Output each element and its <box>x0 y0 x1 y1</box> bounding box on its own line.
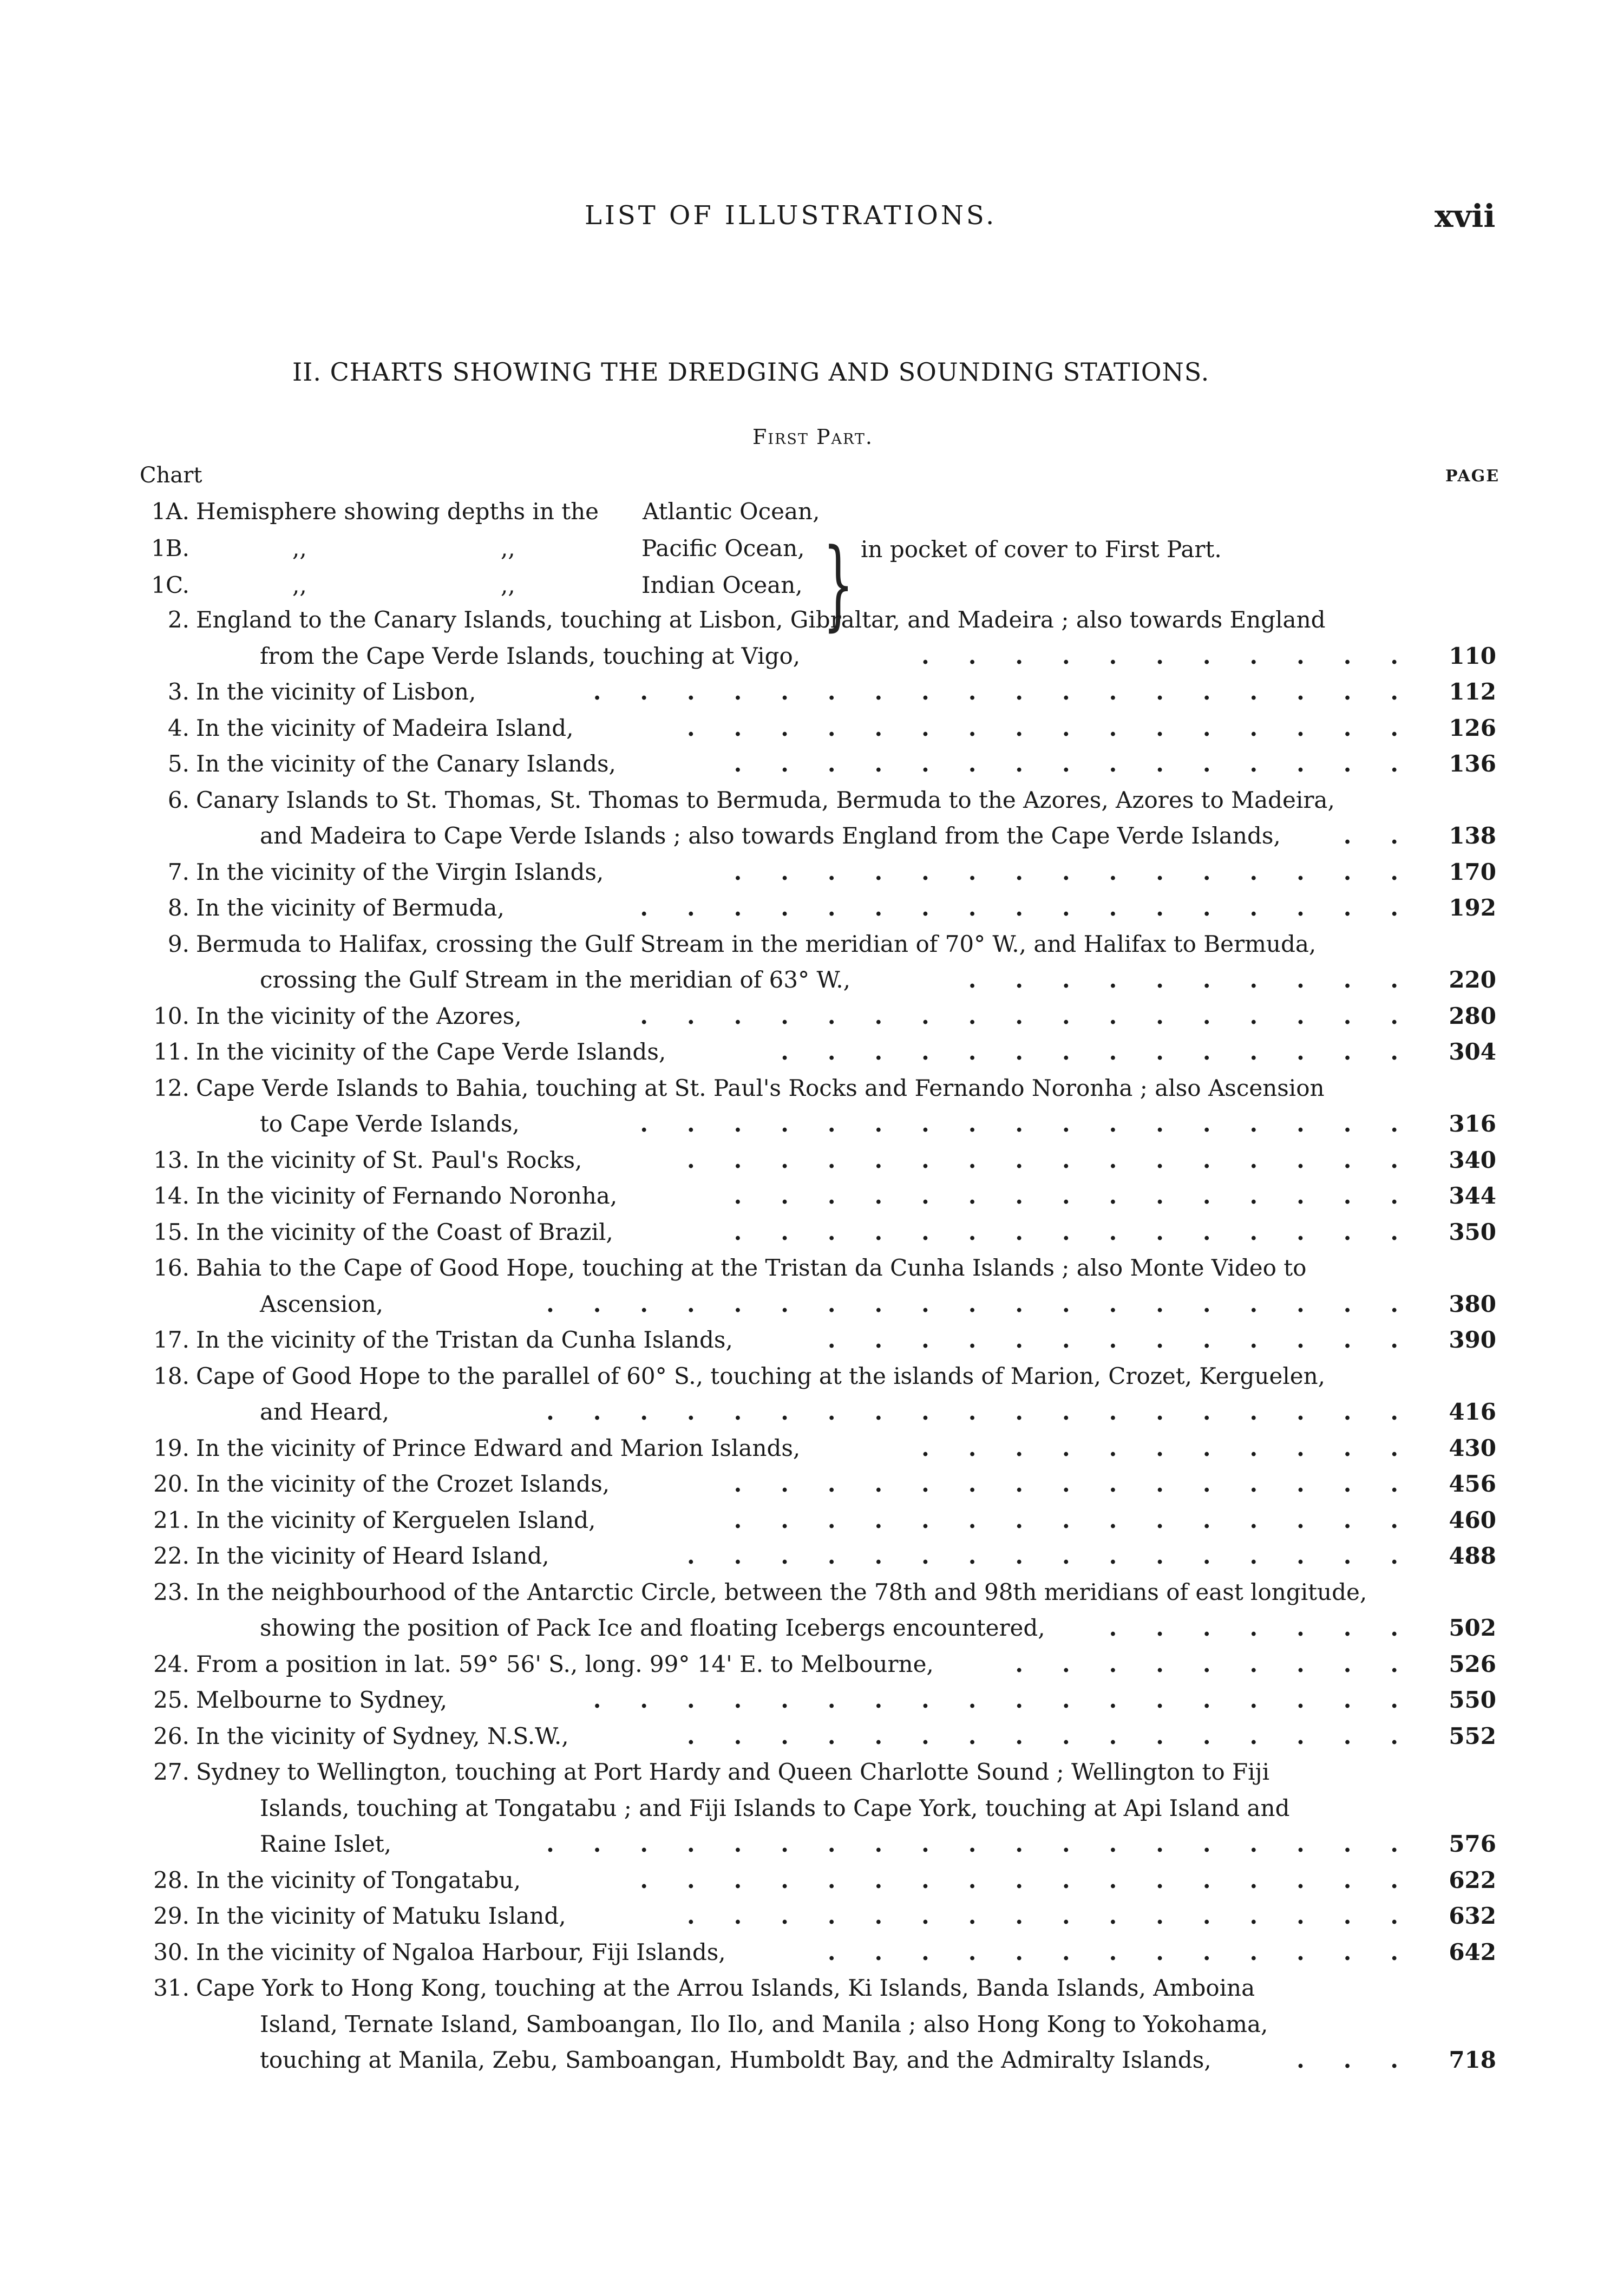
chart-description: Cape York to Hong Kong, touching at the Arrou Islands, Ki Islands, Banda Islands, Amboina <box>196 1975 1255 2001</box>
chart-entry <box>0 859 1624 894</box>
chart-description: In the vicinity of Bermuda, <box>196 894 505 921</box>
chart-entry <box>0 931 1624 966</box>
chart-description: Islands, touching at Tongatabu ; and Fiji Islands to Cape York, touching at Api Island and <box>260 1795 1290 1821</box>
ditto-mark: ,, <box>292 535 307 561</box>
part-title: First Part. <box>752 425 873 449</box>
chart-description: Raine Islet, <box>260 1831 391 1857</box>
dot-leader: ............... <box>734 750 1437 777</box>
chart-number: 15. <box>153 1219 189 1245</box>
dot-leader: ......... <box>1015 1651 1437 1677</box>
chart-description: In the vicinity of Ngaloa Harbour, Fiji Islands, <box>196 1939 726 1965</box>
chart-entry-continuation <box>0 2047 1624 2082</box>
dot-leader: ................... <box>546 1399 1437 1425</box>
chart-entry-continuation <box>0 822 1624 858</box>
chart-number: 1B. <box>151 535 189 561</box>
chart-entry <box>0 1543 1624 1578</box>
chart-number: 5. <box>167 750 189 777</box>
page-reference: 502 <box>1449 1615 1496 1641</box>
chart-entry <box>0 1254 1624 1290</box>
ocean-name: Pacific Ocean, <box>641 535 805 561</box>
ditto-mark: ,, <box>501 535 515 561</box>
ditto-mark: ,, <box>501 572 515 598</box>
page-reference: 126 <box>1449 715 1496 741</box>
chart-entry <box>0 1723 1624 1759</box>
chart-entry <box>0 1579 1624 1615</box>
dot-leader: .............. <box>781 1038 1437 1065</box>
dot-leader: ................... <box>546 1831 1437 1857</box>
page-reference: 304 <box>1449 1038 1496 1065</box>
chart-entry <box>0 1903 1624 1938</box>
chart-entry <box>0 750 1624 786</box>
chart-number: 30. <box>153 1939 189 1965</box>
chart-entry <box>0 1182 1624 1218</box>
chart-description: From a position in lat. 59° 56' S., long. 99° 14' E. to Melbourne, <box>196 1651 934 1677</box>
dot-leader: ............... <box>734 1219 1437 1245</box>
chart-number: 2. <box>167 606 189 633</box>
chart-description: In the vicinity of Lisbon, <box>196 678 476 705</box>
dot-leader: ................ <box>687 1147 1437 1173</box>
chart-number: 24. <box>153 1651 189 1677</box>
chart-description: Melbourne to Sydney, <box>196 1687 448 1713</box>
chart-entry-continuation <box>0 1399 1624 1434</box>
chart-description: In the vicinity of the Tristan da Cunha Islands, <box>196 1327 733 1353</box>
chart-entry <box>0 1975 1624 2010</box>
chart-entry <box>0 1219 1624 1254</box>
chart-description: from the Cape Verde Islands, touching at Vigo, <box>260 643 801 669</box>
page-reference: 576 <box>1449 1831 1496 1857</box>
chart-description: Ascension, <box>260 1291 383 1317</box>
chart-description: In the vicinity of the Cape Verde Islands, <box>196 1038 666 1065</box>
dot-leader: ............... <box>734 1507 1437 1533</box>
chart-entry-1b <box>0 535 1624 571</box>
chart-description: crossing the Gulf Stream in the meridian of 63° W., <box>260 966 850 993</box>
dot-leader: ........... <box>921 643 1437 669</box>
chart-entry <box>0 1867 1624 1903</box>
chart-description: Hemisphere showing depths in the <box>196 498 599 525</box>
page-reference: 192 <box>1449 894 1496 921</box>
chart-number: 28. <box>153 1867 189 1893</box>
chart-entry <box>0 1327 1624 1362</box>
page-reference: 642 <box>1449 1939 1496 1965</box>
chart-entry <box>0 1363 1624 1399</box>
chart-entry <box>0 787 1624 822</box>
chart-number: 4. <box>167 715 189 741</box>
chart-number: 10. <box>153 1003 189 1029</box>
page-reference: 390 <box>1449 1327 1496 1353</box>
chart-number: 7. <box>167 859 189 885</box>
chart-description: In the vicinity of Tongatabu, <box>196 1867 521 1893</box>
dot-leader: .................. <box>593 1687 1437 1713</box>
page-reference: 170 <box>1449 859 1496 885</box>
dot-leader: ... <box>1296 2047 1437 2073</box>
chart-description: Sydney to Wellington, touching at Port Hardy and Queen Charlotte Sound ; Wellington to Fiji <box>196 1759 1270 1785</box>
dot-leader: ....... <box>1109 1615 1437 1641</box>
running-head: LIST OF ILLUSTRATIONS. <box>585 200 997 231</box>
chart-number: 18. <box>153 1363 189 1389</box>
page-reference: 340 <box>1449 1147 1496 1173</box>
chart-number: 16. <box>153 1254 189 1281</box>
chart-description: Cape of Good Hope to the parallel of 60° S., touching at the islands of Marion, Crozet, Kerguelen, <box>196 1363 1326 1389</box>
page-reference: 220 <box>1449 966 1496 993</box>
chart-entry-continuation <box>0 1110 1624 1146</box>
chart-description: Island, Ternate Island, Samboangan, Ilo Ilo, and Manila ; also Hong Kong to Yokohama, <box>260 2011 1268 2037</box>
chart-number: 1A. <box>151 498 189 525</box>
chart-entry <box>0 1507 1624 1543</box>
chart-entry <box>0 1759 1624 1794</box>
chart-description: In the vicinity of the Coast of Brazil, <box>196 1219 613 1245</box>
chart-number: 26. <box>153 1723 189 1749</box>
page-reference: 110 <box>1449 643 1496 669</box>
page-reference: 138 <box>1449 822 1496 849</box>
chart-entry <box>0 1471 1624 1506</box>
dot-leader: ................... <box>546 1291 1437 1317</box>
chart-number: 23. <box>153 1579 189 1605</box>
page-reference: 316 <box>1449 1110 1496 1137</box>
dot-leader: ............. <box>827 1327 1437 1353</box>
chart-number: 27. <box>153 1759 189 1785</box>
chart-entry-continuation <box>0 966 1624 1002</box>
page-reference: 622 <box>1449 1867 1496 1893</box>
chart-entry-continuation <box>0 1615 1624 1650</box>
chart-description: In the vicinity of St. Paul's Rocks, <box>196 1147 582 1173</box>
chart-description: and Madeira to Cape Verde Islands ; also towards England from the Cape Verde Islands, <box>260 822 1281 849</box>
chart-entry-continuation <box>0 643 1624 678</box>
chart-number: 8. <box>167 894 189 921</box>
page-reference: 416 <box>1449 1399 1496 1425</box>
section-title: II. CHARTS SHOWING THE DREDGING AND SOUNDING STATIONS. <box>292 357 1210 387</box>
chart-number: 13. <box>153 1147 189 1173</box>
chart-entry-continuation <box>0 1795 1624 1831</box>
chart-description: In the vicinity of Matuku Island, <box>196 1903 566 1929</box>
chart-description: Bermuda to Halifax, crossing the Gulf Stream in the meridian of 70° W., and Halifax to Bermuda, <box>196 931 1317 957</box>
dot-leader: ................. <box>640 1003 1437 1029</box>
page-reference: 344 <box>1449 1182 1496 1209</box>
page-reference: 632 <box>1449 1903 1496 1929</box>
chart-description: England to the Canary Islands, touching at Lisbon, Gibraltar, and Madeira ; also towards England <box>196 606 1326 633</box>
page-reference: 460 <box>1449 1507 1496 1533</box>
chart-number: 17. <box>153 1327 189 1353</box>
dot-leader: .. <box>1343 822 1437 849</box>
dot-leader: ........... <box>921 1435 1437 1461</box>
dot-leader: ............... <box>734 1182 1437 1209</box>
chart-entry-1c <box>0 572 1624 607</box>
dot-leader: ................. <box>640 1110 1437 1137</box>
chart-number: 1C. <box>151 572 189 598</box>
page-number: xvii <box>1435 198 1496 234</box>
page-reference: 488 <box>1449 1543 1496 1569</box>
chart-number: 31. <box>153 1975 189 2001</box>
ocean-name: Atlantic Ocean, <box>643 498 820 525</box>
chart-entry <box>0 1651 1624 1687</box>
chart-number: 29. <box>153 1903 189 1929</box>
chart-entry-continuation <box>0 1831 1624 1866</box>
chart-description: In the vicinity of Prince Edward and Marion Islands, <box>196 1435 801 1461</box>
chart-number: 6. <box>167 787 189 813</box>
chart-entry <box>0 1075 1624 1110</box>
ditto-mark: ,, <box>292 572 307 598</box>
chart-number: 25. <box>153 1687 189 1713</box>
chart-description: Cape Verde Islands to Bahia, touching at St. Paul's Rocks and Fernando Noronha ; also Ascension <box>196 1075 1325 1101</box>
chart-entry <box>0 1038 1624 1074</box>
chart-entry-continuation <box>0 2011 1624 2047</box>
page-reference: 456 <box>1449 1471 1496 1497</box>
chart-number: 20. <box>153 1471 189 1497</box>
page-reference: 718 <box>1449 2047 1496 2073</box>
dot-leader: ................ <box>687 1903 1437 1929</box>
page-reference: 550 <box>1449 1687 1496 1713</box>
page-reference: 136 <box>1449 750 1496 777</box>
page-column-label: PAGE <box>1445 467 1500 486</box>
chart-description: In the vicinity of the Crozet Islands, <box>196 1471 610 1497</box>
chart-description: and Heard, <box>260 1399 390 1425</box>
chart-entry <box>0 894 1624 930</box>
page-reference: 526 <box>1449 1651 1496 1677</box>
dot-leader: ............. <box>827 1939 1437 1965</box>
chart-number: 14. <box>153 1182 189 1209</box>
page-reference: 552 <box>1449 1723 1496 1749</box>
chart-entry-continuation <box>0 1291 1624 1327</box>
page-reference: 430 <box>1449 1435 1496 1461</box>
chart-description: In the vicinity of Heard Island, <box>196 1543 549 1569</box>
chart-entry <box>0 1435 1624 1471</box>
pocket-note: in pocket of cover to First Part. <box>861 536 1222 563</box>
dot-leader: ............... <box>734 859 1437 885</box>
dot-leader: ................ <box>687 1543 1437 1569</box>
grouping-brace: } <box>823 528 854 641</box>
chart-description: In the vicinity of Fernando Noronha, <box>196 1182 618 1209</box>
chart-entry <box>0 715 1624 750</box>
chart-description: Bahia to the Cape of Good Hope, touching at the Tristan da Cunha Islands ; also Monte Video to <box>196 1254 1307 1281</box>
chart-description: touching at Manila, Zebu, Samboangan, Humboldt Bay, and the Admiralty Islands, <box>260 2047 1212 2073</box>
chart-number: 9. <box>167 931 189 957</box>
chart-entry <box>0 606 1624 642</box>
dot-leader: ................ <box>687 1723 1437 1749</box>
page-reference: 380 <box>1449 1291 1496 1317</box>
chart-entry <box>0 678 1624 714</box>
chart-description: In the vicinity of the Virgin Islands, <box>196 859 604 885</box>
chart-description: Canary Islands to St. Thomas, St. Thomas to Bermuda, Bermuda to the Azores, Azores to Madeira, <box>196 787 1335 813</box>
page-reference: 350 <box>1449 1219 1496 1245</box>
dot-leader: ............... <box>734 1471 1437 1497</box>
chart-description: In the vicinity of Madeira Island, <box>196 715 574 741</box>
chart-description: In the vicinity of Sydney, N.S.W., <box>196 1723 569 1749</box>
chart-number: 12. <box>153 1075 189 1101</box>
chart-description: showing the position of Pack Ice and floating Icebergs encountered, <box>260 1615 1045 1641</box>
chart-description: In the vicinity of Kerguelen Island, <box>196 1507 596 1533</box>
chart-entry <box>0 1687 1624 1722</box>
chart-description: In the vicinity of the Azores, <box>196 1003 522 1029</box>
chart-column-label: Chart <box>140 463 202 488</box>
chart-entry-1a <box>0 498 1624 534</box>
chart-number: 11. <box>153 1038 189 1065</box>
dot-leader: ................. <box>640 894 1437 921</box>
chart-number: 22. <box>153 1543 189 1569</box>
chart-number: 19. <box>153 1435 189 1461</box>
chart-entry <box>0 1003 1624 1038</box>
dot-leader: ................. <box>640 1867 1437 1893</box>
dot-leader: ................ <box>687 715 1437 741</box>
chart-description: to Cape Verde Islands, <box>260 1110 520 1137</box>
dot-leader: .......... <box>968 966 1437 993</box>
page-reference: 112 <box>1449 678 1496 705</box>
chart-description: In the vicinity of the Canary Islands, <box>196 750 616 777</box>
page-reference: 280 <box>1449 1003 1496 1029</box>
chart-description: In the neighbourhood of the Antarctic Circle, between the 78th and 98th meridians of east longitude, <box>196 1579 1367 1605</box>
chart-number: 21. <box>153 1507 189 1533</box>
dot-leader: .................. <box>593 678 1437 705</box>
chart-entry <box>0 1939 1624 1975</box>
chart-entry <box>0 1147 1624 1182</box>
chart-number: 3. <box>167 678 189 705</box>
ocean-name: Indian Ocean, <box>641 572 803 598</box>
